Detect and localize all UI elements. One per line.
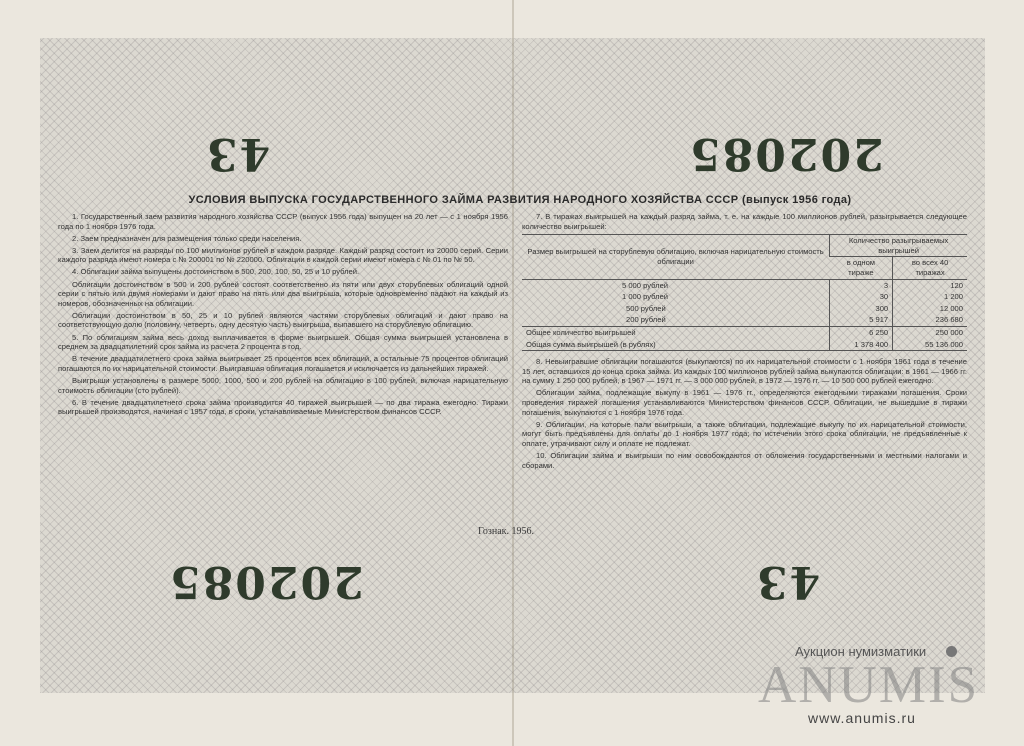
watermark-logo: ANUMIS	[758, 656, 980, 714]
prize-one: 300	[830, 303, 893, 315]
prize-one: 30	[830, 291, 893, 303]
clause-10: 10. Облигации займа и выигрыши по ним освобождаются от обложения государственными и местными налогами и сборами.	[522, 450, 967, 470]
table-row	[522, 314, 967, 326]
header-one-draw: в одном тираже	[830, 257, 893, 279]
prize-label: 200 рублей	[626, 315, 666, 325]
total-sum-one: 1 378 400	[830, 339, 893, 351]
clause-9: 9. Облигации, на которые пали выигрыши, а также облигации, подлежащие выкупу по их нарицательной стоимости, могут быть предъявлены для оплаты до 1 ноября 1977 года; по истечении этого срока облигации, не предъявленные к оплате, утрачивают силу и оплате не подлежат.	[522, 419, 967, 448]
header-all-draws: во всех 40 тиражах	[893, 257, 967, 279]
clause-4-para-3: Облигации достоинством в 50, 25 и 10 рублей являются частями сторублевых облигаций и дают право на соответствующую долю (половину, четверть, одну десятую часть) выигрыша, выпавшего на сторублевую облигацию.	[58, 310, 508, 330]
series-number-bottom: 43	[755, 556, 821, 607]
prize-label: 1 000 рублей	[622, 292, 669, 302]
printer-imprint: Гознак. 1956.	[478, 526, 535, 537]
clause-5-para-2: В течение двадцатилетнего срока займа выигрывает 25 процентов всех облигаций, а остальные 75 процентов облигаций погашаются по их нарицательной стоимости. Выигравшая облигация погашается и исключается из дальнейших тиражей.	[58, 354, 508, 373]
serial-number-top: 202085	[688, 128, 884, 179]
total-sum-label: Общая сумма выигрышей (в рублях)	[522, 339, 830, 351]
clause-8-para-2: Облигации займа, подлежащие выкупу в 1961 — 1976 гг., определяются ежегодными тиражами погашения. Сроки проведения тиражей погашения устанавливаются Министерством финансов СССР. Облигации, не вышедшие в тиражи погашения, выкупаются с 1 ноября 1976 года.	[522, 388, 967, 417]
series-number-top: 43	[205, 128, 271, 179]
clause-3: 3. Заем делится на разряды по 100 миллионов рублей в каждом разряде. Каждый разряд состоит из 20000 серий. Серии каждого разряда имеют номера с № 200001 по № 220000. Облигации в каждой серии имеют номера с № 01 по № 50.	[58, 245, 508, 265]
prize-all: 12 000	[893, 303, 967, 315]
total-count-one: 6 250	[830, 326, 893, 338]
clause-7: 7. В тиражах выигрышей на каждый разряд займа, т. е. на каждые 100 миллионов рублей, разыгрывается следующее количество выигрышей:	[522, 212, 967, 231]
header-count-group: Количество разыгрываемых выигрышей	[830, 235, 967, 257]
table-row-total-count	[522, 326, 967, 338]
clause-1: 1. Государственный заем развития народного хозяйства СССР (выпуск 1956 года) выпущен на 20 лет — с 1 ноября 1956 года по 1 ноября 1976 года.	[58, 212, 508, 231]
clause-5-para-3: Выигрыши установлены в размере 5000, 1000, 500 и 200 рублей на облигацию в 100 рублей, включая нарицательную стоимость облигации (сто рублей).	[58, 375, 508, 395]
conditions-right-column	[522, 212, 967, 473]
clause-8: 8. Невыигравшие облигации погашаются (выкупаются) по их нарицательной стоимости с 1 ноября 1961 года в течение 15 лет, оставшихся до конца срока займа. Из каждых 100 миллионов рублей займа выкупаются облигации: в 1961 — 1966 гг. на сумму 1 250 000 рублей, в 1967 — 1971 гг. — 3 000 000 рублей, в 1972 — 1976 гг. — 10 500 000 рублей ежегодно.	[522, 357, 967, 386]
document-title: УСЛОВИЯ ВЫПУСКА ГОСУДАРСТВЕННОГО ЗАЙМА РАЗВИТИЯ НАРОДНОГО ХОЗЯЙСТВА СССР (выпуск 1956 года)	[188, 194, 852, 206]
clause-2: 2. Заем предназначен для размещения только среди населения.	[72, 233, 302, 243]
prize-all: 1 200	[893, 291, 967, 303]
table-row-total-sum	[522, 339, 967, 351]
conditions-left-column	[58, 212, 508, 419]
prize-label: 5 000 рублей	[622, 280, 669, 290]
watermark-caption: Аукцион нумизматики	[795, 644, 927, 659]
prize-all: 236 680	[893, 314, 967, 326]
center-fold	[512, 0, 514, 746]
clause-6: 6. В течение двадцатилетнего срока займа производится 40 тиражей выигрышей — по два тиража ежегодно. Тиражи выигрышей производятся, начиная с 1957 года, в сроки, устанавливаемые Министерством финансов СССР.	[58, 397, 508, 417]
prize-one: 5 917	[830, 314, 893, 326]
watermark-url: www.anumis.ru	[808, 710, 916, 726]
serial-number-bottom: 202085	[168, 556, 364, 607]
clause-5: 5. По облигациям займа весь доход выплачивается в форме выигрышей. Общая сумма выигрышей установлена в среднем за двадцатилетний срок займа из расчета 2 процента в год.	[58, 332, 508, 352]
table-row	[522, 279, 967, 291]
clause-4-para-2: Облигации достоинством в 500 и 200 рублей состоят соответственно из пяти или двух сторублевых облигаций одной серии с пятью или двумя номерами и дают право на пять или два выигрыша, которые одновременно падают на каждый из номеров, обозначенных на облигации.	[58, 279, 508, 308]
prize-table	[522, 234, 967, 351]
total-count-all: 250 000	[893, 326, 967, 338]
prize-one: 3	[830, 279, 893, 291]
total-count-label: Общее количество выигрышей	[522, 326, 830, 338]
prize-label: 500 рублей	[626, 303, 666, 313]
prize-all: 120	[893, 279, 967, 291]
total-sum-all: 55 136 000	[893, 339, 967, 351]
table-row	[522, 291, 967, 303]
table-row	[522, 303, 967, 315]
header-prize-size: Размер выигрышей на сторублевую облигацию, включая нарицательную стоимость облигации	[522, 235, 830, 279]
clause-4: 4. Облигации займа выпущены достоинством в 500, 200, 100, 50, 25 и 10 рублей.	[72, 267, 360, 277]
